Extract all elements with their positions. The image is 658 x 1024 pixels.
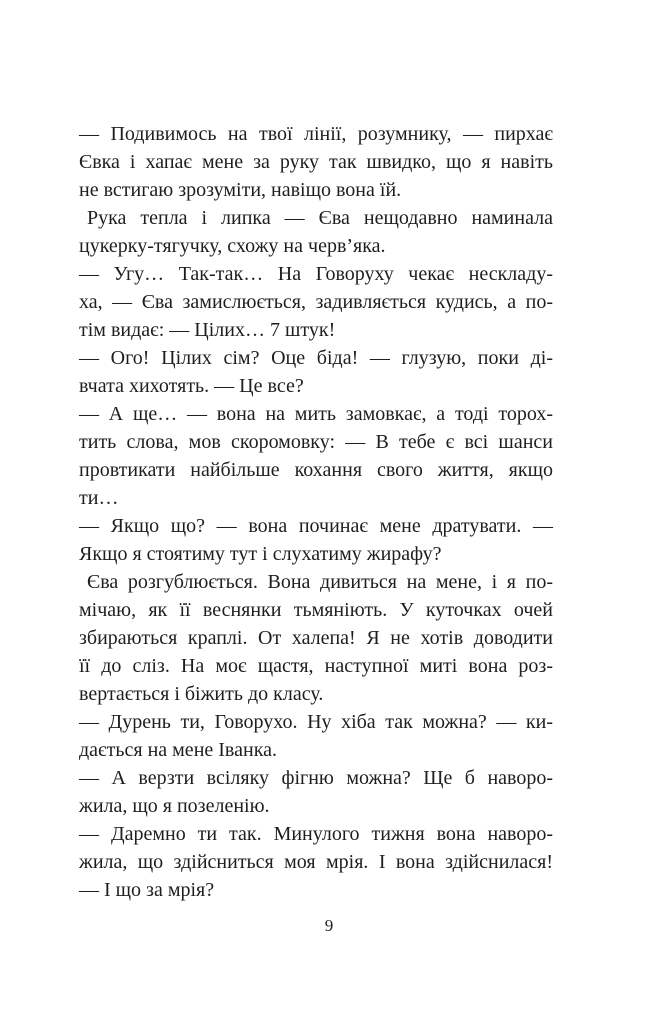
text-line: жила, що здійсниться моя мрія. І вона здійснилася!	[79, 851, 553, 873]
text-line: вчата хихотять. — Це все?	[79, 375, 304, 397]
text-line: збираються краплі. От халепа! Я не хотів доводити	[79, 627, 553, 649]
text-line: — Даремно ти так. Минулого тижня вона наворо-	[79, 823, 553, 845]
text-line: провтикати найбільше кохання свого життя, якщо	[79, 459, 553, 481]
text-line: не встигаю зрозуміти, навіщо вона їй.	[79, 179, 402, 201]
text-line: — Ого! Цілих сім? Оце біда! — глузую, поки ді-	[79, 347, 553, 369]
text-line: ха, — Єва замислюється, задивляється кудись, а по-	[79, 291, 553, 313]
text-line: — А верзти всіляку фігню можна? Ще б наворо-	[79, 767, 553, 789]
text-line: тім видає: — Цілих… 7 штук!	[79, 319, 336, 341]
text-line: Єва розгублюється. Вона дивиться на мене, і я по-	[87, 571, 553, 593]
text-line: ти…	[79, 487, 119, 509]
text-line: вертається і біжить до класу.	[79, 683, 324, 705]
text-line: цукерку-тягучку, схожу на черв’яка.	[79, 235, 386, 257]
text-line: Євка і хапає мене за руку так швидко, що я навіть	[79, 151, 553, 173]
text-line: — Якщо що? — вона починає мене дратувати. —	[79, 515, 553, 537]
text-line: — А ще… — вона на мить замовкає, а тоді торох-	[79, 403, 553, 425]
text-line: — Дурень ти, Говорухо. Ну хіба так можна? — ки-	[79, 711, 553, 733]
text-line: мічаю, як її веснянки тьмяніють. У куточках очей	[79, 599, 553, 621]
text-line: Рука тепла і липка — Єва нещодавно наминала	[87, 207, 553, 229]
page-number: 9	[324, 916, 334, 935]
text-line: її до сліз. На моє щастя, наступної миті вона роз-	[79, 655, 553, 677]
text-line: дається на мене Іванка.	[79, 739, 277, 761]
text-line: — Подивимось на твої лінії, розумнику, — пирхає	[79, 123, 553, 145]
text-line: — І що за мрія?	[79, 879, 215, 901]
text-line: тить слова, мов скоромовку: — В тебе є всі шанси	[79, 431, 553, 453]
text-line: — Угу… Так-так… На Говоруху чекає нескладу-	[79, 263, 553, 285]
text-line: Якщо я стоятиму тут і слухатиму жирафу?	[79, 543, 442, 565]
text-line: жила, що я позеленію.	[79, 795, 270, 817]
